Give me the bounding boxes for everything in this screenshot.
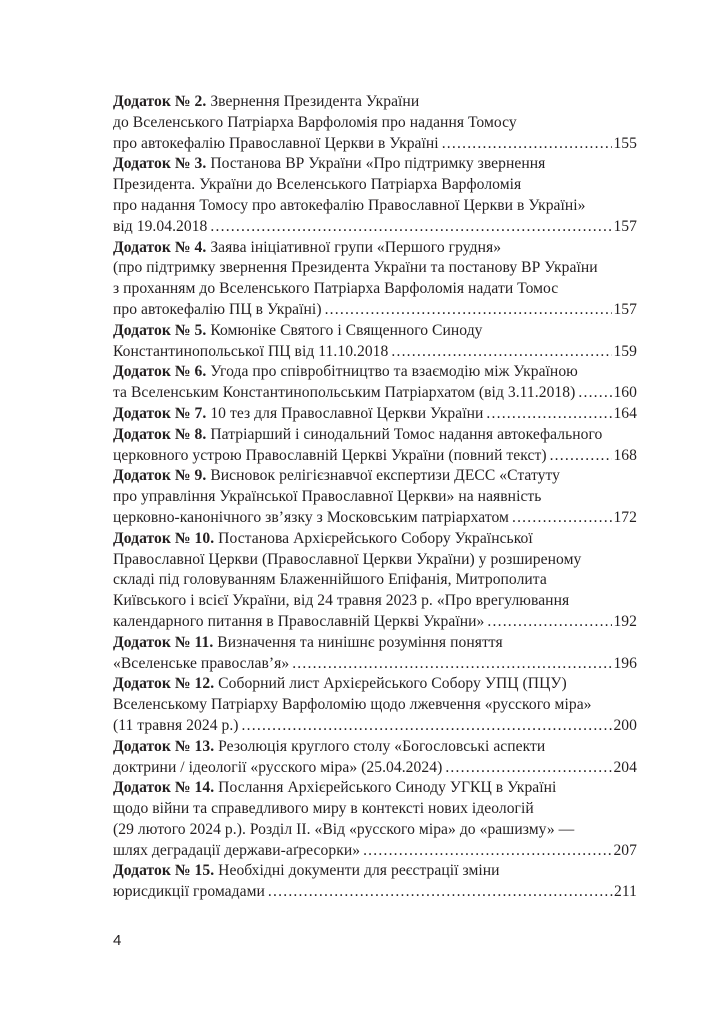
- toc-entry[interactable]: [113, 633, 637, 675]
- appendix-title-line: з проханням до Вселенського Патріарха Варфоломія надати Томос: [113, 280, 559, 298]
- appendix-title-line: Угода про співробітництво та взаємодію між Україною: [210, 363, 578, 381]
- toc-entry-text: [113, 862, 500, 879]
- dot-leader: [550, 446, 613, 467]
- toc-page-number[interactable]: 196: [613, 654, 637, 672]
- toc-entry-text: [113, 363, 578, 380]
- toc-entry-text: [113, 675, 567, 692]
- appendix-title-line: (про підтримку звернення Президента України та постанову ВР України: [113, 259, 598, 277]
- appendix-title-line: Заява ініціативної групи «Першого грудня»: [210, 238, 502, 256]
- dot-leader: [325, 300, 613, 321]
- toc-entry-line: [113, 654, 637, 675]
- toc-entry-text: [113, 93, 419, 110]
- appendix-title-line: щодо війни та справедливого миру в контексті нових ідеологій: [113, 800, 534, 818]
- toc-entry[interactable]: [113, 861, 637, 903]
- toc-entry-text: [113, 800, 534, 817]
- appendix-title-line: календарного питання в Православній Церкві України»: [113, 612, 485, 630]
- toc-entry-line: [113, 342, 637, 363]
- toc-entry-line: [113, 861, 637, 882]
- dot-leader: [487, 612, 612, 633]
- appendix-title-line: Православної Церкви (Православної Церкви України) у розширеному: [113, 550, 582, 568]
- toc-entry-text: [113, 446, 547, 467]
- toc-entry-text: [113, 426, 602, 443]
- appendix-title-line: про надання Томосу про автокефалію Православної Церкви в Україні»: [113, 196, 586, 214]
- toc-entry-line: [113, 591, 637, 612]
- appendix-title-line: та Вселенським Константинопольським Патріархатом (від 3.11.2018): [113, 384, 576, 402]
- appendix-label: Додаток № 11.: [113, 633, 214, 651]
- appendix-label: Додаток № 7.: [113, 404, 207, 422]
- toc-entry-line: [113, 175, 637, 196]
- appendix-title-line: «Вселенське православ’я»: [113, 654, 290, 672]
- toc-entry[interactable]: [113, 404, 637, 425]
- toc-entry-line: [113, 279, 637, 300]
- appendix-title-line: церковного устрою Православній Церкві України (повний текст): [113, 446, 547, 464]
- toc-entry[interactable]: [113, 321, 637, 363]
- toc-entry-text: [113, 259, 598, 276]
- appendix-title-line: 10 тез для Православної Церкви України: [210, 404, 484, 422]
- dot-leader: [578, 383, 612, 404]
- appendix-label: Додаток № 4.: [113, 238, 207, 256]
- appendix-title-line: церковно-канонічного зв’язку з Московським патріархатом: [113, 508, 509, 526]
- page-number: 4: [113, 932, 122, 949]
- appendix-label: Додаток № 14.: [113, 779, 215, 797]
- toc-entry-text: [113, 882, 265, 903]
- appendix-title-line: шлях деградації держави-аґресорки»: [113, 841, 361, 859]
- toc-entry-line: [113, 154, 637, 175]
- toc-entry-line: [113, 404, 637, 425]
- toc-entry-text: [113, 134, 439, 155]
- appendix-title-line: Соборний лист Архієрейського Собору УПЦ (ПЦУ): [218, 675, 567, 693]
- toc-page-number[interactable]: 204: [613, 758, 637, 776]
- toc-entry-text: [113, 758, 442, 779]
- appendix-title-line: (11 травня 2024 р.): [113, 716, 239, 734]
- toc-page-number[interactable]: 168: [613, 446, 637, 464]
- toc-entry-text: [113, 696, 592, 713]
- toc-entry-text: [113, 779, 556, 796]
- toc-entry-line: [113, 820, 637, 841]
- toc-entry[interactable]: [113, 778, 637, 861]
- toc-entry-line: [113, 446, 637, 467]
- appendix-title-line: про управління Української Православної Церкви» на наявність: [113, 488, 542, 506]
- toc-entry-text: [113, 404, 483, 425]
- toc-entry-line: [113, 550, 637, 571]
- toc-entry-text: [113, 654, 289, 675]
- toc-entry-text: [113, 197, 586, 214]
- appendix-title-line: до Вселенського Патріарха Варфоломія про надання Томосу: [113, 113, 517, 131]
- toc-entry-line: [113, 134, 637, 155]
- appendix-label: Додаток № 2.: [113, 93, 207, 110]
- dot-leader: [512, 508, 612, 529]
- toc-entry-line: [113, 778, 637, 799]
- toc-entry-line: [113, 633, 637, 654]
- toc-entry[interactable]: [113, 154, 637, 237]
- toc-entry-line: [113, 383, 637, 404]
- toc-page-number[interactable]: 207: [613, 841, 637, 859]
- toc-entry-line: [113, 508, 637, 529]
- toc-entry[interactable]: [113, 466, 637, 528]
- toc-entry-text: [113, 280, 558, 297]
- toc-entry-text: [113, 383, 575, 404]
- table-of-contents: [113, 92, 637, 903]
- dot-leader: [486, 404, 612, 425]
- toc-entry-text: [113, 176, 521, 193]
- appendix-title-line: доктрини / ідеології «русского міра» (25.04.2024): [113, 758, 443, 776]
- dot-leader: [210, 217, 612, 238]
- toc-entry-line: [113, 674, 637, 695]
- toc-page-number[interactable]: 159: [613, 342, 637, 360]
- toc-page-number[interactable]: 157: [613, 300, 637, 318]
- toc-entry-line: [113, 716, 637, 737]
- toc-entry-text: [113, 634, 503, 651]
- appendix-title-line: про автокефалію ПЦ в Україні): [113, 300, 322, 318]
- toc-page-number[interactable]: 172: [613, 508, 637, 526]
- appendix-label: Додаток № 3.: [113, 155, 207, 173]
- dot-leader: [391, 342, 612, 363]
- appendix-label: Додаток № 10.: [113, 529, 215, 547]
- toc-entry-line: [113, 258, 637, 279]
- appendix-title-line: Комюніке Святого і Священного Синоду: [210, 321, 483, 339]
- toc-entry-text: [113, 488, 541, 505]
- dot-leader: [442, 134, 613, 155]
- toc-entry-text: [113, 551, 581, 568]
- toc-page-number[interactable]: 160: [613, 384, 637, 402]
- toc-entry-text: [113, 571, 547, 588]
- appendix-label: Додаток № 15.: [113, 862, 215, 880]
- toc-page-number[interactable]: 155: [613, 134, 637, 152]
- toc-entry[interactable]: [113, 737, 637, 779]
- toc-entry-line: [113, 466, 637, 487]
- toc-entry-line: [113, 529, 637, 550]
- toc-page-number[interactable]: 192: [613, 612, 637, 630]
- appendix-title-line: Резолюція круглого столу «Богословські аспекти: [218, 737, 546, 755]
- toc-entry[interactable]: [113, 362, 637, 404]
- appendix-title-line: Звернення Президента України: [210, 93, 420, 110]
- toc-entry-line: [113, 321, 637, 342]
- toc-entry-text: [113, 508, 509, 529]
- toc-entry-text: [113, 738, 545, 755]
- toc-entry-line: [113, 217, 637, 238]
- toc-entry-text: [113, 716, 239, 737]
- toc-page-number[interactable]: 211: [614, 883, 637, 901]
- toc-entry[interactable]: [113, 674, 637, 736]
- appendix-title-line: про автокефалію Православної Церкви в Україні: [113, 134, 439, 152]
- toc-entry-text: [113, 155, 545, 172]
- toc-entry-line: [113, 841, 637, 862]
- toc-entry[interactable]: [113, 92, 637, 154]
- toc-entry-text: [113, 592, 569, 609]
- dot-leader: [363, 841, 612, 862]
- toc-entry-line: [113, 113, 637, 134]
- toc-entry-line: [113, 425, 637, 446]
- appendix-label: Додаток № 13.: [113, 737, 215, 755]
- appendix-label: Додаток № 5.: [113, 321, 207, 339]
- toc-entry[interactable]: [113, 529, 637, 633]
- appendix-title-line: Київського і всієї України, від 24 травня 2023 р. «Про врегулювання: [113, 592, 570, 610]
- appendix-title-line: (29 лютого 2024 р.). Розділ ІІ. «Від «русского міра» до «рашизму» —: [113, 820, 575, 838]
- toc-entry-text: [113, 342, 388, 363]
- appendix-label: Додаток № 9.: [113, 467, 207, 485]
- toc-entry-line: [113, 570, 637, 591]
- dot-leader: [268, 882, 613, 903]
- toc-entry-line: [113, 238, 637, 259]
- toc-entry-line: [113, 92, 637, 113]
- appendix-title-line: від 19.04.2018: [113, 217, 208, 235]
- toc-entry-line: [113, 737, 637, 758]
- appendix-title-line: Константинопольської ПЦ від 11.10.2018: [113, 342, 389, 360]
- toc-entry-line: [113, 300, 637, 321]
- appendix-title-line: Необхідні документи для реєстрації зміни: [218, 862, 500, 880]
- toc-entry-text: [113, 467, 560, 484]
- toc-entry-text: [113, 821, 574, 838]
- appendix-title-line: юрисдикції громадами: [113, 883, 265, 901]
- toc-entry-line: [113, 695, 637, 716]
- appendix-title-line: Постанова ВР України «Про підтримку звернення: [210, 155, 546, 173]
- toc-entry[interactable]: [113, 238, 637, 321]
- toc-entry-text: [113, 217, 207, 238]
- appendix-title-line: Висновок релігієзнавчої експертизи ДЕСС «Статуту: [210, 467, 561, 485]
- appendix-title-line: Вселенському Патріарху Варфоломію щодо лжевчення «русского міра»: [113, 696, 592, 714]
- toc-entry-text: [113, 114, 517, 131]
- toc-page-number[interactable]: 157: [613, 217, 637, 235]
- appendix-title-line: Послання Архієрейського Синоду УГКЦ в Україні: [218, 779, 557, 797]
- appendix-title-line: Президента. України до Вселенського Патріарха Варфоломія: [113, 176, 522, 194]
- toc-entry-text: [113, 239, 501, 256]
- dot-leader: [242, 716, 613, 737]
- appendix-title-line: Патріарший і синодальний Томос надання автокефального: [210, 425, 603, 443]
- toc-entry-line: [113, 196, 637, 217]
- toc-entry-line: [113, 487, 637, 508]
- toc-entry-text: [113, 300, 322, 321]
- toc-page-number[interactable]: 200: [613, 716, 637, 734]
- appendix-label: Додаток № 6.: [113, 363, 207, 381]
- toc-entry-text: [113, 612, 484, 633]
- toc-entry-line: [113, 362, 637, 383]
- toc-entry-line: [113, 799, 637, 820]
- toc-entry-text: [113, 322, 483, 339]
- dot-leader: [292, 654, 612, 675]
- dot-leader: [445, 758, 612, 779]
- appendix-title-line: Постанова Архієрейського Собору Української: [218, 529, 533, 547]
- appendix-label: Додаток № 8.: [113, 425, 207, 443]
- toc-entry-text: [113, 530, 533, 547]
- toc-entry-line: [113, 758, 637, 779]
- toc-entry[interactable]: [113, 425, 637, 467]
- toc-entry-text: [113, 841, 360, 862]
- toc-entry-line: [113, 612, 637, 633]
- appendix-label: Додаток № 12.: [113, 675, 215, 693]
- appendix-title-line: складі під головуванням Блаженнійшого Епіфанія, Митрополита: [113, 571, 547, 589]
- appendix-title-line: Визначення та нинішнє розуміння поняття: [217, 633, 503, 651]
- toc-page-number[interactable]: 164: [613, 404, 637, 422]
- toc-entry-line: [113, 882, 637, 903]
